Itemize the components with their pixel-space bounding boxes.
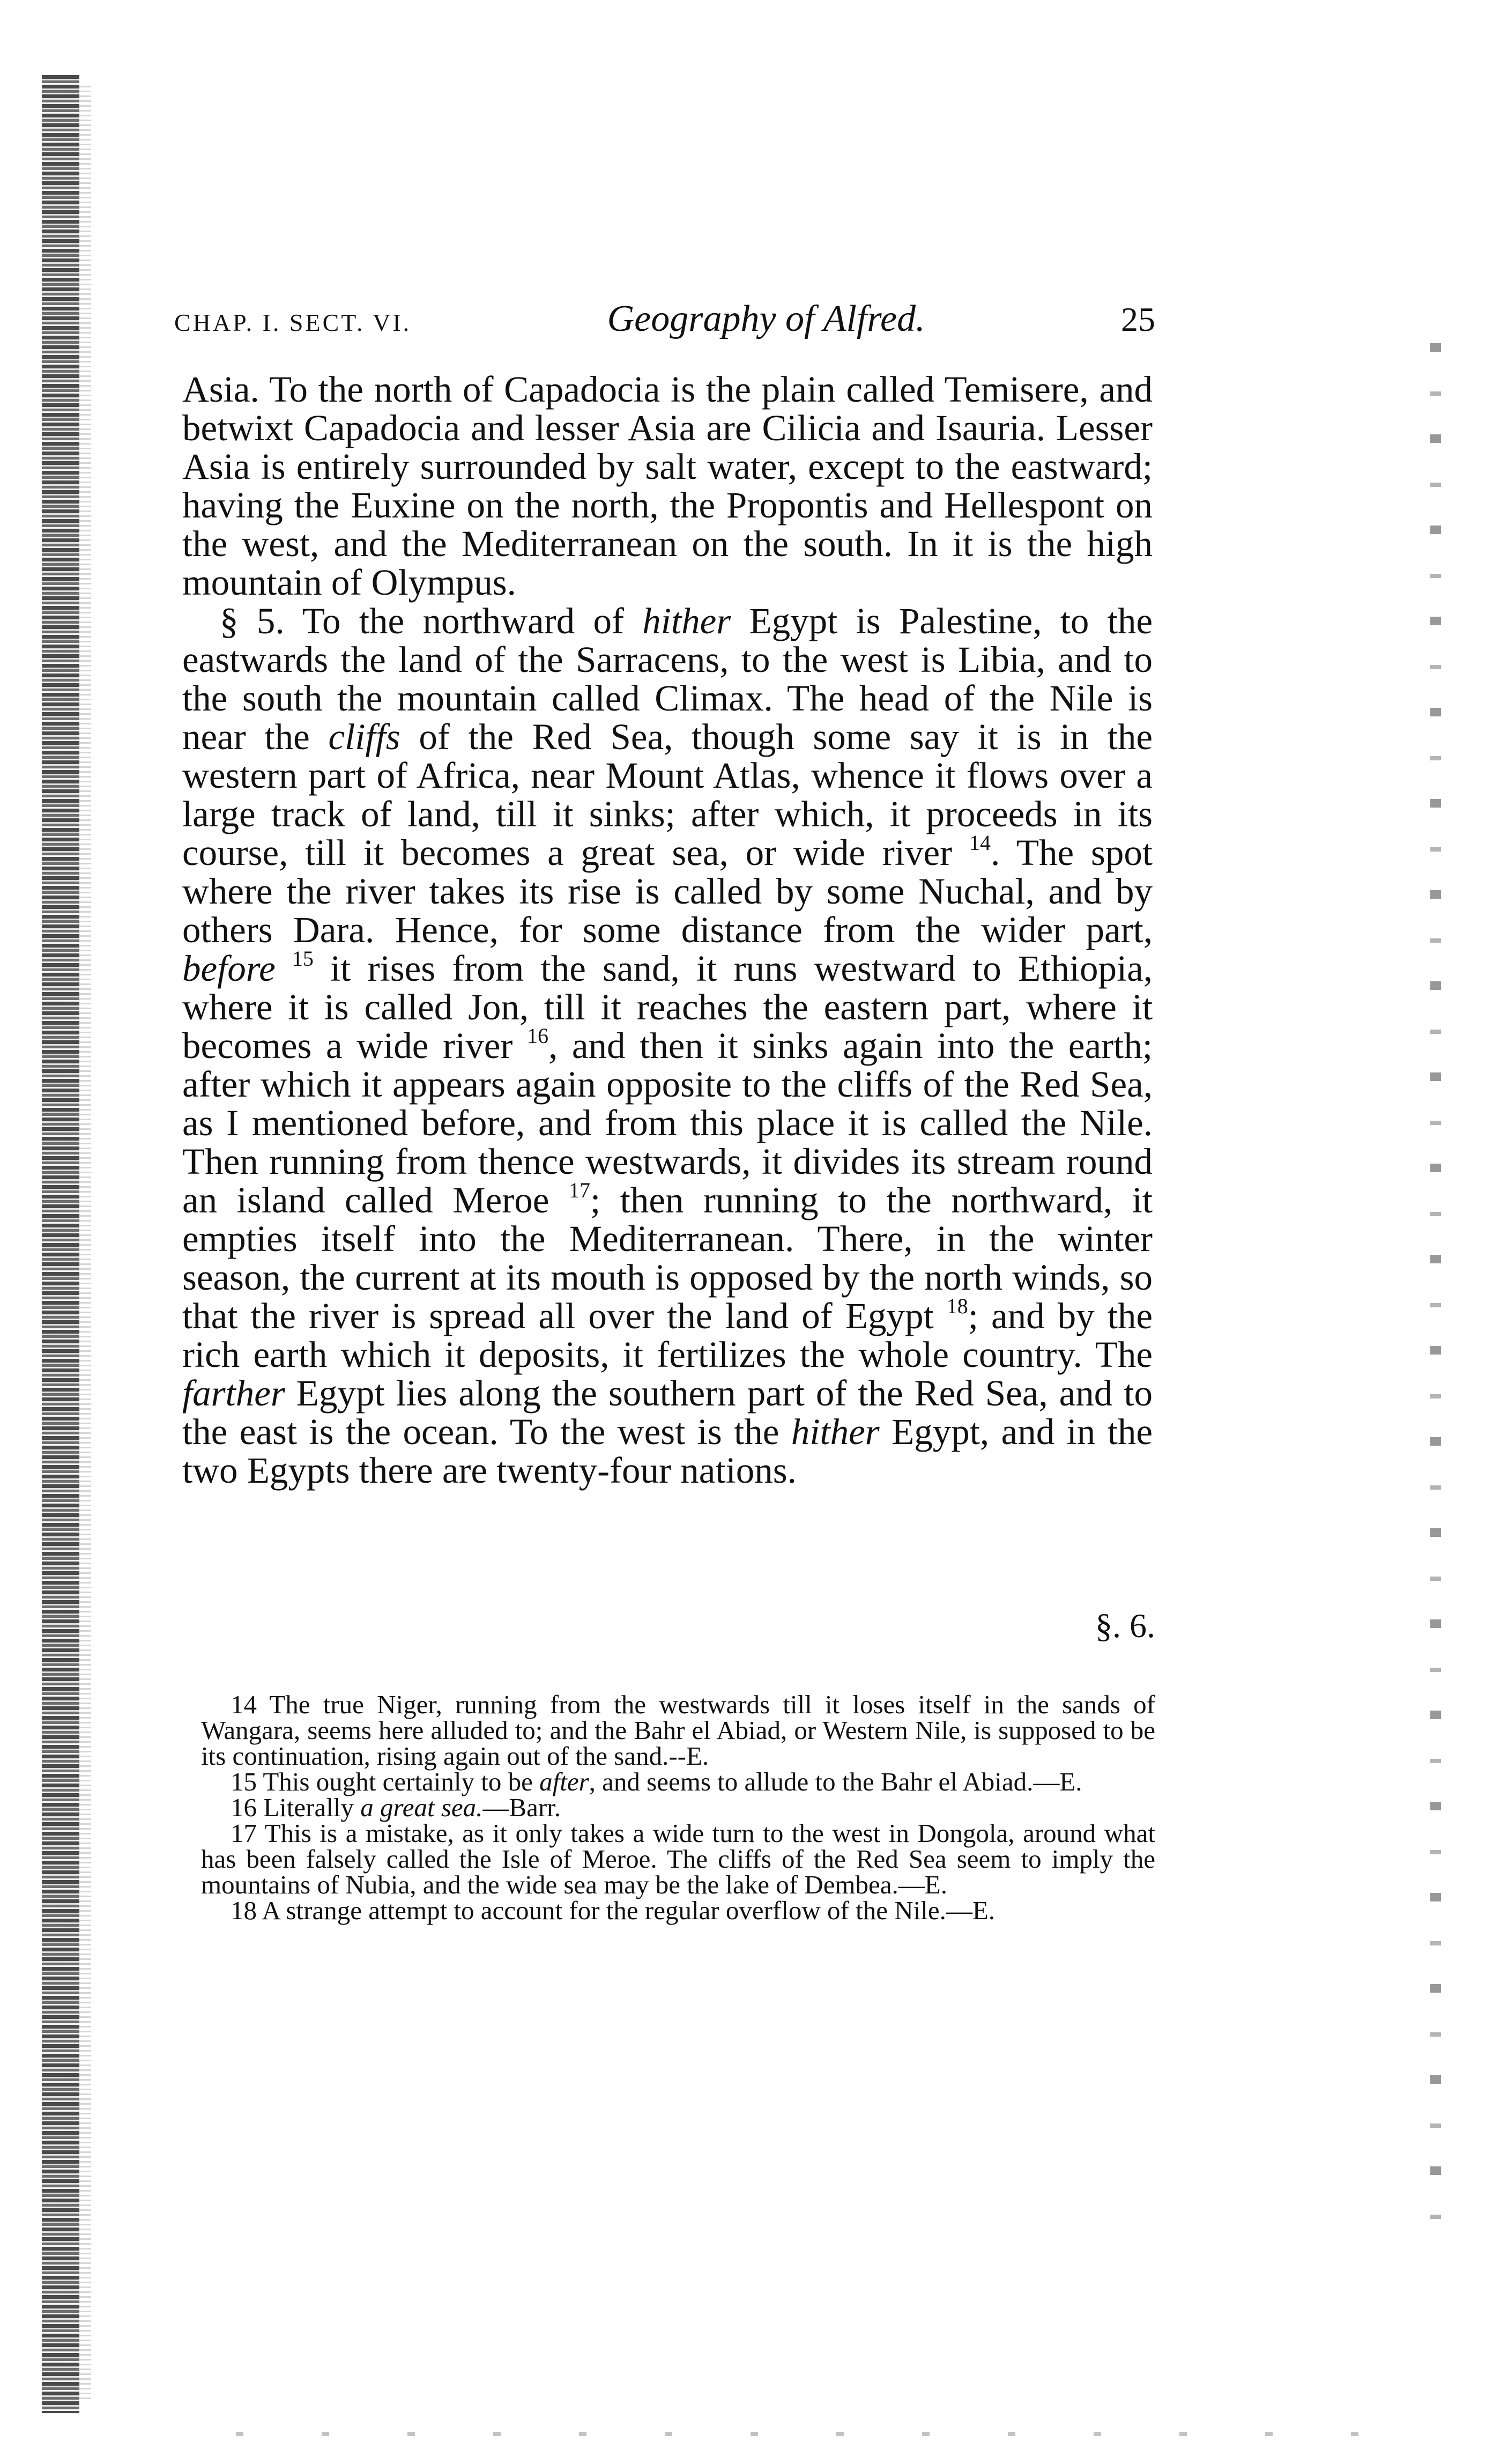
text-run: —Barr. [482, 1793, 561, 1822]
italic-run: cliffs [328, 716, 400, 757]
footnote-14: 14 The true Niger, running from the westwards till it loses itself in the sands of Wangara, seems here alluded to; and the Bahr el Abiad, or Western Nile, is supposed to be its continuation, rising again out of the sand.--E. [201, 1690, 1155, 1771]
paragraph-section-5 [182, 602, 1153, 1490]
footnote-ref-18: 18 [946, 1294, 968, 1318]
catchword: §. 6. [1095, 1607, 1155, 1645]
running-title: Geography of Alfred. [607, 298, 925, 339]
main-text [182, 370, 1153, 1490]
footnote-ref-14: 14 [969, 831, 991, 855]
text-run: ; then running to the northward, it empties itself into the Mediterranean. There, in the winter season, the current at its mouth is opposed by the north winds, so that the river is spread all over the land of Egypt [182, 1180, 1153, 1336]
text-run: ; and by the rich earth which it deposits, it fertilizes the whole country. The [182, 1296, 1153, 1375]
italic-run: a great sea. [360, 1793, 483, 1822]
footnotes [201, 1692, 1155, 1923]
text-run: it rises from the sand, it runs westward to Ethiopia, where it is called Jon, till it reaches the eastern part, where it becomes a wide river [182, 948, 1153, 1066]
footnote-17: 17 This is a mistake, as it only takes a wide turn to the west in Dongola, around what has been falsely called the Isle of Meroe. The cliffs of the Red Sea seem to imply the mountains of Nubia, and the wide sea may be the lake of Dembea.—E. [201, 1818, 1155, 1899]
book-spine-shadow [42, 75, 79, 2413]
footnote-18: 18 A strange attempt to account for the regular overflow of the Nile.—E. [231, 1896, 996, 1925]
paragraph-continuation: Asia. To the north of Capadocia is the plain called Temisere, and betwixt Capadocia and lesser Asia are Cilicia and Isauria. Lesser Asia is entirely surrounded by salt water, except to the eastward; having the Euxine on the north, the Propontis and Hellespont on the west, and the Mediterranean on the south. In it is the high mountain of Olympus. [182, 369, 1153, 603]
italic-run: after [539, 1767, 589, 1796]
text-run: of the Red Sea, though some say it is in the western part of Africa, near Mount Atlas, whence it flows over a large track of land, till it sinks; after which, it proceeds in its course, till it becomes a great sea, or wide river [182, 716, 1153, 873]
italic-run: farther [182, 1373, 285, 1414]
footnote-15 [201, 1769, 1155, 1795]
text-run: , and seems to allude to the Bahr el Abiad.—E. [589, 1767, 1082, 1796]
italic-run: hither [642, 601, 731, 641]
gutter-edge [79, 86, 91, 2402]
italic-run: before [182, 948, 276, 989]
text-run: § 5. To the northward of [220, 601, 643, 641]
text-run: . The spot where the river takes its rise is called by some Nuchal, and by others Dara. Hence, for some distance from the wider part, [182, 832, 1153, 950]
page-number: 25 [1120, 300, 1155, 338]
chapter-section-label: CHAP. I. SECT. VI. [174, 309, 412, 336]
text-run: Egypt lies along the southern part of the Red Sea, and to the east is the ocean. To the west is the [182, 1373, 1153, 1452]
italic-run: hither [791, 1411, 880, 1452]
footnote-ref-15: 15 [292, 946, 314, 971]
text-run: Egypt is Palestine, to the eastwards the land of the Sarracens, to the west is Libia, and to the south the mountain called Climax. The head of the Nile is near the [182, 601, 1153, 757]
footnote-ref-16: 16 [526, 1024, 548, 1048]
running-header [174, 298, 1155, 346]
page-edge-marks [1430, 343, 1441, 2220]
text-run: 15 This ought certainly to be [231, 1767, 540, 1796]
bottom-edge-specks [236, 2432, 1437, 2436]
text-run: Egypt, and in the two Egypts there are twenty-four nations. [182, 1411, 1153, 1491]
footnote-16 [201, 1795, 1155, 1821]
footnote-ref-17: 17 [568, 1178, 590, 1202]
text-run: 16 Literally [231, 1793, 361, 1822]
text-run: , and then it sinks again into the earth; after which it appears again opposite to the cliffs of the Red Sea, as I mentioned before, and from this place it is called the Nile. Then running from thence westwards, it divides its stream round an island called Meroe [182, 1025, 1153, 1220]
